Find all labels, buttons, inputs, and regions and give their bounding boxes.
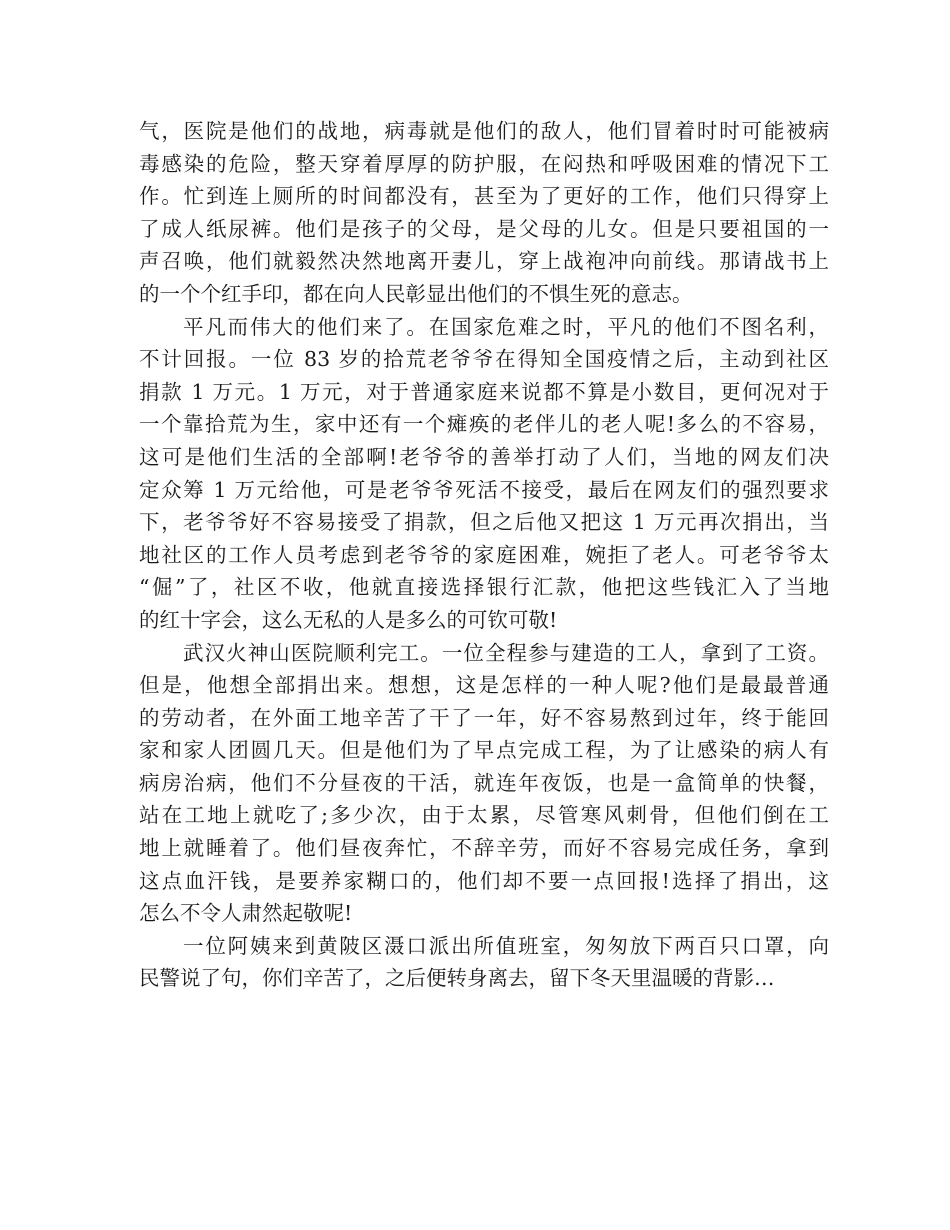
paragraph-4	[139, 930, 829, 995]
paragraph-1	[139, 115, 829, 311]
text-line: 平凡而伟大的他们来了。在国家危难之时，平凡的他们不图名利，	[183, 314, 829, 339]
document-page	[139, 115, 829, 995]
text-line: 的红十字会，这么无私的人是多么的可钦可敬!	[139, 607, 558, 632]
text-line: 下，老爷爷好不容易接受了捐款，但之后他又把这 1 万元再次捐出，当	[139, 510, 829, 535]
text-line: 一位阿姨来到黄陂区滠口派出所值班室，匆匆放下两百只口罩，向	[183, 933, 829, 958]
text-line: 毒感染的危险，整天穿着厚厚的防护服，在闷热和呼吸困难的情况下工	[139, 151, 829, 176]
text-line: 家和家人团圆几天。但是他们为了早点完成工程，为了让感染的病人有	[139, 738, 829, 763]
text-line: 民警说了句，你们辛苦了，之后便转身离去，留下冬天里温暖的背影…	[139, 966, 775, 991]
text-line: 病房治病，他们不分昼夜的干活，就连年夜饭，也是一盒简单的快餐，	[139, 770, 829, 795]
text-line: 定众筹 1 万元给他，可是老爷爷死活不接受，最后在网友们的强烈要求	[139, 477, 829, 502]
text-line: 但是，他想全部捐出来。想想，这是怎样的一种人呢?他们是最最普通	[139, 673, 829, 698]
paragraph-3	[139, 637, 829, 930]
text-line: 地社区的工作人员考虑到老爷爷的家庭困难，婉拒了老人。可老爷爷太	[139, 542, 829, 567]
text-line: 武汉火神山医院顺利完工。一位全程参与建造的工人，拿到了工资。	[183, 640, 829, 665]
text-line: 站在工地上就吃了;多少次，由于太累，尽管寒风刺骨，但他们倒在工	[139, 803, 829, 828]
text-line: 作。忙到连上厕所的时间都没有，甚至为了更好的工作，他们只得穿上	[139, 184, 829, 209]
text-line: 气，医院是他们的战地，病毒就是他们的敌人，他们冒着时时可能被病	[139, 119, 829, 143]
text-line: 的一个个红手印，都在向人民彰显出他们的不惧生死的意志。	[139, 281, 693, 306]
text-line: 的劳动者，在外面工地辛苦了干了一年，好不容易熬到过年，终于能回	[139, 705, 829, 730]
text-line: 声召唤，他们就毅然决然地离开妻儿，穿上战袍冲向前线。那请战书上	[139, 249, 829, 274]
text-line: 不计回报。一位 83 岁的拾荒老爷爷在得知全国疫情之后，主动到社区	[139, 347, 829, 372]
text-line: 捐款 1 万元。1 万元，对于普通家庭来说都不算是小数目，更何况对于	[139, 379, 829, 404]
text-line: 怎么不令人肃然起敬呢!	[139, 901, 353, 926]
text-line: 了成人纸尿裤。他们是孩子的父母，是父母的儿女。但是只要祖国的一	[139, 216, 829, 241]
text-line: 地上就睡着了。他们昼夜奔忙，不辞辛劳，而好不容易完成任务，拿到	[139, 836, 829, 861]
text-line: 一个靠拾荒为生，家中还有一个瘫痪的老伴儿的老人呢!多么的不容易，	[139, 412, 829, 437]
text-line: “倔”了，社区不收，他就直接选择银行汇款，他把这些钱汇入了当地	[139, 575, 829, 600]
text-line: 这点血汗钱，是要养家糊口的，他们却不要一点回报!选择了捐出，这	[139, 868, 829, 893]
paragraph-2	[139, 311, 829, 637]
text-line: 这可是他们生活的全部啊!老爷爷的善举打动了人们，当地的网友们决	[139, 444, 829, 469]
